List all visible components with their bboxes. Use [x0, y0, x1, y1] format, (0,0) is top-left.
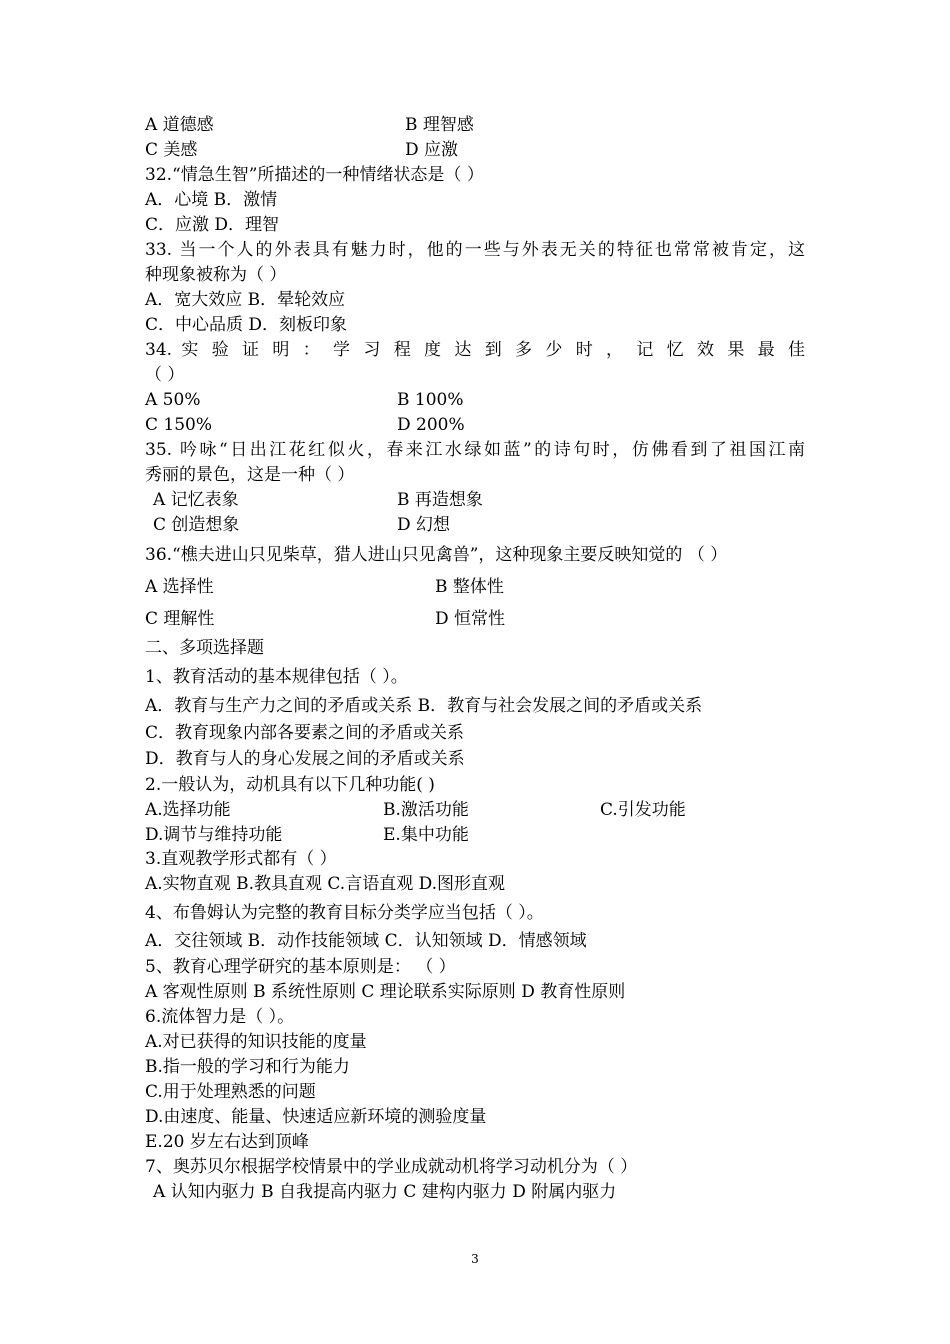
q36-option-a: A 选择性: [145, 577, 214, 597]
q35-stem-line1: 35. 吟咏“日出江花红似火，春来江水绿如蓝”的诗句时，仿佛看到了祖国江南: [145, 440, 805, 460]
m5-options: A 客观性原则 B 系统性原则 C 理论联系实际原则 D 教育性原则: [145, 982, 626, 1002]
m7-options: A 认知内驱力 B 自我提高内驱力 C 建构内驱力 D 附属内驱力: [153, 1182, 617, 1202]
m2-option-a: A.选择功能: [145, 800, 231, 820]
q31-option-c: C 美感: [145, 140, 198, 160]
q34-option-d: D 200%: [397, 415, 465, 435]
q33-options-cd: C．中心品质 D．刻板印象: [145, 315, 348, 335]
m1-stem: 1、教育活动的基本规律包括（ ）。: [145, 667, 408, 687]
m6-option-b: B.指一般的学习和行为能力: [145, 1057, 350, 1077]
page-number: 3: [471, 1252, 479, 1266]
m4-options: A．交往领域 B．动作技能领域 C．认知领域 D．情感领域: [145, 931, 587, 951]
q33-stem-line1: 33. 当一个人的外表具有魅力时，他的一些与外表无关的特征也常常被肯定，这: [145, 240, 805, 260]
q36-option-b: B 整体性: [435, 577, 504, 597]
m5-stem: 5、教育心理学研究的基本原则是： （ ）: [145, 957, 456, 977]
m2-option-e: E.集中功能: [383, 825, 469, 845]
m6-option-c: C.用于处理熟悉的问题: [145, 1082, 316, 1102]
m3-stem: 3.直观教学形式都有（ ）: [145, 849, 337, 869]
q34-option-c: C 150%: [145, 415, 213, 435]
q33-options-ab: A．宽大效应 B．晕轮效应: [145, 290, 346, 310]
q31-option-b: B 理智感: [405, 115, 474, 135]
m2-option-b: B.激活功能: [383, 800, 469, 820]
m6-option-a: A.对已获得的知识技能的度量: [145, 1032, 367, 1052]
m3-options: A.实物直观 B.教具直观 C.言语直观 D.图形直观: [145, 874, 506, 894]
m1-option-d: D．教育与人的身心发展之间的矛盾或关系: [145, 749, 465, 769]
q36-option-c: C 理解性: [145, 609, 215, 629]
m2-option-c: C.引发功能: [600, 800, 686, 820]
m1-option-c: C．教育现象内部各要素之间的矛盾或关系: [145, 723, 465, 743]
q35-option-d: D 幻想: [397, 515, 451, 535]
q31-option-a: A 道德感: [145, 115, 214, 135]
q35-option-c: C 创造想象: [153, 515, 240, 535]
q35-option-a: A 记忆表象: [153, 490, 239, 510]
section-heading: 二、多项选择题: [145, 638, 264, 658]
m1-options-ab: A．教育与生产力之间的矛盾或关系 B．教育与社会发展之间的矛盾或关系: [145, 696, 703, 716]
q32-options-ab: A．心境 B．激情: [145, 190, 278, 210]
q31-option-d: D 应激: [405, 140, 459, 160]
q32-stem: 32.“情急生智”所描述的一种情绪状态是（ ）: [145, 165, 484, 185]
q34-option-a: A 50%: [145, 390, 201, 410]
q32-options-cd: C．应激 D．理智: [145, 215, 280, 235]
q36-stem: 36.“樵夫进山只见柴草，猎人进山只见禽兽”，这种现象主要反映知觉的 （ ）: [145, 545, 728, 565]
m6-stem: 6.流体智力是（ ）。: [145, 1007, 295, 1027]
m7-stem: 7、奥苏贝尔根据学校情景中的学业成就动机将学习动机分为（ ）: [145, 1157, 638, 1177]
q35-option-b: B 再造想象: [397, 490, 483, 510]
m2-stem: 2.一般认为，动机具有以下几种功能( ): [145, 775, 435, 795]
m4-stem: 4、布鲁姆认为完整的教育目标分类学应当包括（ ）。: [145, 903, 544, 923]
q34-stem-line2: （ ）: [145, 365, 185, 385]
m6-option-e: E.20 岁左右达到顶峰: [145, 1132, 309, 1152]
m2-option-d: D.调节与维持功能: [145, 825, 283, 845]
q35-stem-line2: 秀丽的景色，这是一种（ ）: [145, 465, 355, 485]
q36-option-d: D 恒常性: [435, 609, 506, 629]
m6-option-d: D.由速度、能量、快速适应新环境的测验度量: [145, 1107, 487, 1127]
q34-option-b: B 100%: [397, 390, 464, 410]
q34-stem-line1: 34. 实 验 证 明 ： 学 习 程 度 达 到 多 少 时 ， 记 忆 效 果 最 佳: [145, 340, 805, 360]
q33-stem-line2: 种现象被称为（ ）: [145, 265, 287, 285]
